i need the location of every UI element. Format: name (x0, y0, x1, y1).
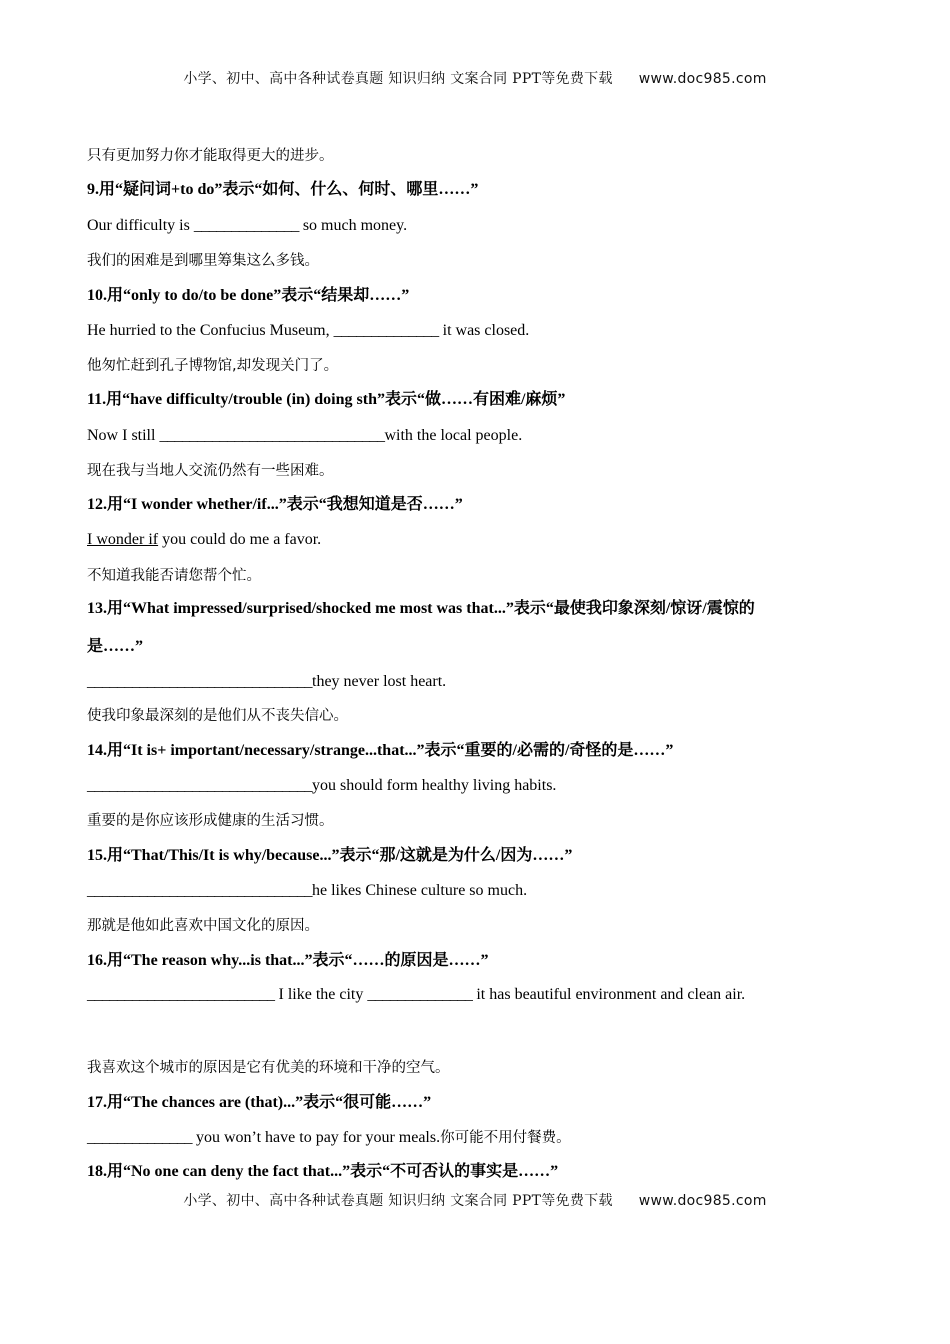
example-sentence-17 (87, 1128, 910, 1148)
section-heading-15: 15.用“That/This/It is why/because...”表示“那/这就是为什么/因为……” (87, 847, 573, 864)
answer-blank: ______________________________ (87, 777, 312, 794)
example-sentence-9 (87, 216, 910, 236)
sentence-text: it was closed. (438, 322, 530, 339)
footer-url[interactable]: www.doc985.com (638, 1193, 767, 1209)
answer-blank: ______________________________ (87, 882, 312, 899)
sentence-text: you could do me a favor. (158, 531, 322, 548)
section-heading-13-cont: 是……” (87, 638, 144, 655)
translation-line: 那就是他如此喜欢中国文化的原因。 (87, 918, 319, 934)
sentence-text: He hurried to the Confucius Museum, (87, 322, 334, 339)
section-heading-13: 13.用“What impressed/surprised/shocked me most was that...”表示“最使我印象深刻/惊讶/震惊的 (87, 600, 755, 617)
example-sentence-16 (87, 985, 910, 1005)
sentence-text: he likes Chinese culture so much. (312, 882, 528, 899)
section-heading-14: 14.用“It is+ important/necessary/strange...that...”表示“重要的/必需的/奇怪的是……” (87, 742, 674, 759)
section-heading-11: 11.用“have difficulty/trouble (in) doing sth”表示“做……有困难/麻烦” (87, 391, 566, 408)
footer-text: 小学、初中、高中各种试卷真题 知识归纳 文案合同 PPT等免费下载 (183, 1193, 613, 1209)
sentence-text: they never lost heart. (312, 673, 447, 690)
translation-line: 不知道我能否请您帮个忙。 (87, 568, 261, 584)
header-url[interactable]: www.doc985.com (638, 71, 767, 87)
answer-blank: ______________________________ (159, 427, 385, 444)
example-sentence-14 (87, 776, 910, 796)
example-sentence-10 (87, 321, 910, 341)
translation-line: 只有更加努力你才能取得更大的进步。 (87, 148, 334, 164)
section-heading-18: 18.用“No one can deny the fact that...”表示“不可否认的事实是……” (87, 1163, 559, 1180)
inline-translation: 你可能不用付餐费。 (440, 1130, 571, 1146)
translation-line: 我喜欢这个城市的原因是它有优美的环境和干净的空气。 (87, 1060, 450, 1076)
sentence-text: I like the city (274, 986, 368, 1003)
sentence-text: Now I still (87, 427, 160, 444)
sentence-text: so much money. (298, 217, 408, 234)
underlined-phrase: I wonder if (87, 531, 159, 548)
translation-line: 我们的困难是到哪里筹集这么多钱。 (87, 253, 319, 269)
translation-line: 重要的是你应该形成健康的生活习惯。 (87, 813, 334, 829)
sentence-text: you should form healthy living habits. (312, 777, 557, 794)
translation-line: 现在我与当地人交流仍然有一些困难。 (87, 463, 334, 479)
section-heading-17: 17.用“The chances are (that)...”表示“很可能……” (87, 1094, 432, 1111)
section-heading-16: 16.用“The reason why...is that...”表示“……的原因是……” (87, 952, 489, 969)
sentence-text: with the local people. (384, 427, 523, 444)
section-heading-10: 10.用“only to do/to be done”表示“结果却……” (87, 287, 410, 304)
answer-blank: ______________ (367, 986, 473, 1003)
header-text: 小学、初中、高中各种试卷真题 知识归纳 文案合同 PPT等免费下载 (183, 71, 613, 87)
answer-blank: ______________ (87, 1129, 192, 1146)
example-sentence-11 (87, 426, 910, 446)
translation-line: 使我印象最深刻的是他们从不丧失信心。 (87, 708, 348, 724)
page-header (0, 68, 950, 88)
sentence-text: it has beautiful environment and clean air. (472, 986, 746, 1003)
section-heading-9: 9.用“疑问词+to do”表示“如何、什么、何时、哪里……” (87, 181, 479, 198)
answer-blank: _________________________ (87, 986, 275, 1003)
section-heading-12: 12.用“I wonder whether/if...”表示“我想知道是否……” (87, 496, 463, 513)
answer-blank: ______________________________ (87, 673, 312, 690)
example-sentence-12 (87, 530, 910, 550)
answer-blank: ______________ (193, 217, 299, 234)
example-sentence-15 (87, 881, 910, 901)
sentence-text: Our difficulty is (87, 217, 194, 234)
example-sentence-13 (87, 672, 910, 692)
sentence-text: you won’t have to pay for your meals. (192, 1129, 441, 1146)
page-footer (0, 1190, 950, 1210)
answer-blank: ______________ (333, 322, 439, 339)
translation-line: 他匆忙赶到孔子博物馆,却发现关门了。 (87, 358, 339, 374)
